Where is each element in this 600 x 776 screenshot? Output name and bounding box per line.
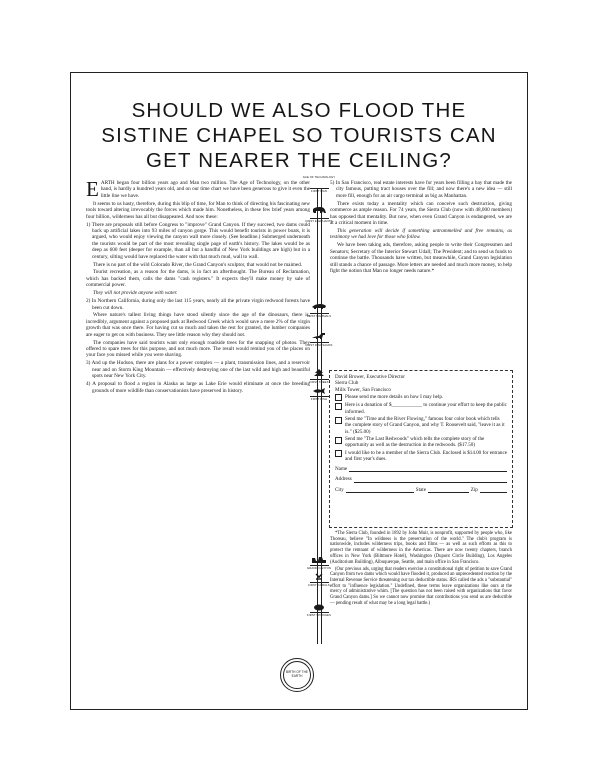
headline-line: SHOULD WE ALSO FLOOD THE	[131, 99, 467, 122]
earth-seal	[280, 658, 314, 692]
canyon-icon	[311, 556, 327, 564]
option-checkbox[interactable]	[335, 394, 342, 401]
address-label: Address	[335, 476, 352, 483]
right-column	[330, 180, 512, 276]
emphasis-paragraph: This generation will decide if something untrammelled and free remains, as testimony we had love for those who follow.	[330, 227, 512, 241]
timeline-label: FIRST MAMMALS	[306, 314, 332, 318]
coral-icon	[311, 573, 327, 581]
coupon-option	[335, 402, 507, 415]
coupon-address-line: Mills Tower, San Francisco	[335, 386, 391, 393]
name-label: Name	[335, 466, 348, 473]
headline-line: GET NEARER THE CEILING?	[146, 149, 452, 172]
address-field[interactable]	[335, 476, 507, 482]
intro-paragraph: EARTH began four billion years ago and Man two million. The Age of Technology, on the other hand, is hardly a hundred years old, and on our time chart we have been generous to give it even the little line we have.	[86, 177, 310, 201]
state-label: State	[415, 486, 426, 493]
coupon-option	[335, 394, 507, 402]
city-label: City	[335, 486, 344, 493]
option-checkbox[interactable]	[335, 437, 342, 444]
tree-icon	[311, 369, 327, 377]
body-paragraph: Where nature's tallest living things have stood silently since the age of the dinosaurs, there is, incredibly, argument against a proposed park at Redwood Creek which would save a mere 2% of the virgin growth that was once there. For having cut so much and taken the rest for granted, the lumber companies are eager to get on with business. They see little reason why they should not.	[86, 312, 310, 338]
body-paragraph: The companies have said tourists want only enough roadside trees for the snapping of photos. They offered to spare trees for this purpose, and not much more. The result would remind you of the places on your face you missed while you were shaving.	[86, 339, 310, 359]
address-line[interactable]	[354, 477, 507, 483]
footnote	[330, 531, 512, 608]
name-field[interactable]	[335, 466, 507, 472]
footnote-paragraph: *The Sierra Club, founded in 1892 by John Muir, is nonprofit, supported by people who, like Thoreau, believe "In wildness is the preservation of the world." The club's program is nationwide, includes wilderness trips, books and films — as well as such efforts as this to protect the remnant of wilderness in the Americas. There are now twenty chapters, branch offices in New York (Biltmore Hotel), Washington (Dupont Circle Building), Los Angeles (Auditorium Building), Albuquerque, Seattle, and main office in San Francisco.	[330, 531, 512, 565]
footnote-paragraph: (Our previous ads, urging that readers exercise a constitutional right of petition to save Grand Canyon from two dams which would have flooded it, produced an unprecedented reaction by the Internal Revenue Service threatening our tax deductible status. IRS called the ads a "substantial" effort to "influence legislation." Undefined, these terms leave organizations like ours at the mercy of administrative whim. [The question has not been raised with organizations that favor Grand Canyon dams.] So we cannot now promise that contributions you send us are deductible — pending result of what may be a long legal battle.)	[330, 566, 512, 606]
option-label: Send me "Time and the River Flowing," famous four color book which tells the complete story of Grand Canyon, and why T. Roosevelt said, "leave it as it is." ($25.00)	[345, 416, 505, 435]
timeline-label: FIRST TREES	[309, 380, 329, 384]
coupon-address-line: Sierra Club	[335, 380, 359, 387]
donation-coupon	[329, 370, 513, 528]
option-checkbox[interactable]	[335, 417, 342, 424]
coupon-option	[335, 436, 507, 449]
earth-seal-inner	[283, 661, 311, 689]
timeline-label: FIRST SPONGES	[307, 613, 331, 617]
numbered-item: 4) A proposal to flood a region in Alaska as large as Lake Erie would eliminate at once the breeding grounds of more wildlife than conservationists have preserved in history.	[86, 381, 310, 394]
fish-icon	[311, 387, 327, 395]
elephant-icon	[311, 206, 327, 214]
timeline-label: FIRST DINOSAURS	[305, 343, 333, 347]
body-paragraph: There is no part of the wild Colorado River, the Grand Canyon's sculptor, that would not be maimed.	[93, 261, 303, 268]
timeline-label: FIRST ELEPHANTS	[305, 219, 333, 223]
timeline-label: AGE OF TECHNOLOGY	[302, 175, 336, 179]
coupon-address-line: David Brower, Executive Director	[335, 374, 405, 380]
zip-label: Zip	[470, 486, 478, 493]
numbered-item: 2) In Northern California, during only the last 115 years, nearly all the private virgin redwood forests have been cut down.	[86, 298, 310, 311]
option-checkbox[interactable]	[335, 403, 342, 410]
numbered-item: 5) In San Francisco, real estate interests have for years been filling a bay that made the city famous, putting tract houses over the fill; and now there's a new idea — still more fill, enough for an air cargo terminal as big as Manhattan.	[330, 180, 512, 199]
body-paragraph: It seems to us hasty, therefore, during this blip of time, for Man to think of directing his fascinating new tools toward altering irrevocably the forces which made him. Nonetheless, in these few brief years among four billion, wilderness has all but disappeared. And now these:	[86, 200, 310, 220]
body-paragraph: There exists today a mentality which can conceive such destruction, giving commerce as ample reason. For 74 years, the Sierra Club (now with 48,000 members) has opposed that mentality. But now, when even Grand Canyon is endangered, we are at a critical moment in time.	[330, 200, 512, 227]
dinosaur-icon	[311, 332, 327, 340]
state-line[interactable]	[428, 487, 469, 493]
timeline-label: FIRST MAN	[311, 189, 327, 193]
body-paragraph: We have been taking ads, therefore, asking people to write their Congressmen and Senators; Secretary of the Interior Stewart Udall; The President; and to send us funds to continue the battle. Thousands have written, but meanwhile, Grand Canyon legislation still stands a chance of passage. More letters are needed and much more money, to help fight the notion that Man no longer needs nature.*	[330, 242, 513, 275]
option-label: Send me "The Last Redwoods" which tells the complete story of the opportunity as well as the destruction in the redwoods. ($17.50)	[345, 435, 485, 449]
option-label: Here is a donation of $____________ to continue your effort to keep the public informed.	[345, 402, 507, 415]
headline	[70, 98, 528, 173]
coupon-option	[335, 450, 507, 463]
name-line[interactable]	[349, 466, 507, 472]
city-line[interactable]	[346, 487, 414, 493]
body-paragraph: Tourist recreation, as a reason for the dams, is in fact an afterthought. The Bureau of Reclamation, which has backed them, calls the dams "cash registers." It expects they'll make money by sale of commercial power.	[86, 269, 310, 289]
zip-line[interactable]	[480, 487, 507, 493]
sponge-icon	[311, 603, 327, 611]
emphasis-paragraph: They will not provide anyone with water.	[93, 290, 178, 297]
timeline-label: FIRST FISH	[310, 397, 328, 401]
left-column	[86, 177, 310, 395]
timeline-label: FIRST CORALS	[308, 583, 330, 587]
option-label: Please send me more details on how I may help.	[345, 393, 444, 400]
coupon-option	[335, 416, 507, 435]
numbered-item: 3) And up the Hudson, there are plans for a power complex — a plant, transmission lines, and a reservoir near and on Storm King Mountain — effectively destroying one of the last wild and high and beautiful spots near New York City.	[86, 360, 310, 380]
option-label: I would like to be a member of the Sierra Club. Enclosed is $14.00 for entrance and first year's dues.	[345, 449, 507, 462]
seal-label: BIRTH OF THE EARTH	[285, 670, 309, 678]
numbered-item: 1) There are proposals still before Congress to "improve" Grand Canyon. If they succeed, two dams could back up artificial lakes into 93 miles of canyon gorge. This would benefit tourists in power boats, it is argued, who would enjoy viewing the canyon wall more closely. (See headline.) Submerged underneath the tourists would be part of the most revealing single page of earth's history. The lakes would be as deep as 600 feet (deeper for example, than all but a handful of New York buildings are high) but in a century, silting would have replaced the water with that much mud, wall to wall.	[86, 221, 310, 260]
timeline-label: GRAND CANYON	[306, 566, 332, 570]
headline-line: SISTINE CHAPEL SO TOURISTS CAN	[101, 124, 497, 147]
option-checkbox[interactable]	[335, 450, 342, 457]
drop-cap: E	[86, 177, 99, 201]
city-state-zip-field[interactable]	[335, 487, 507, 493]
mammal-icon	[311, 302, 327, 310]
